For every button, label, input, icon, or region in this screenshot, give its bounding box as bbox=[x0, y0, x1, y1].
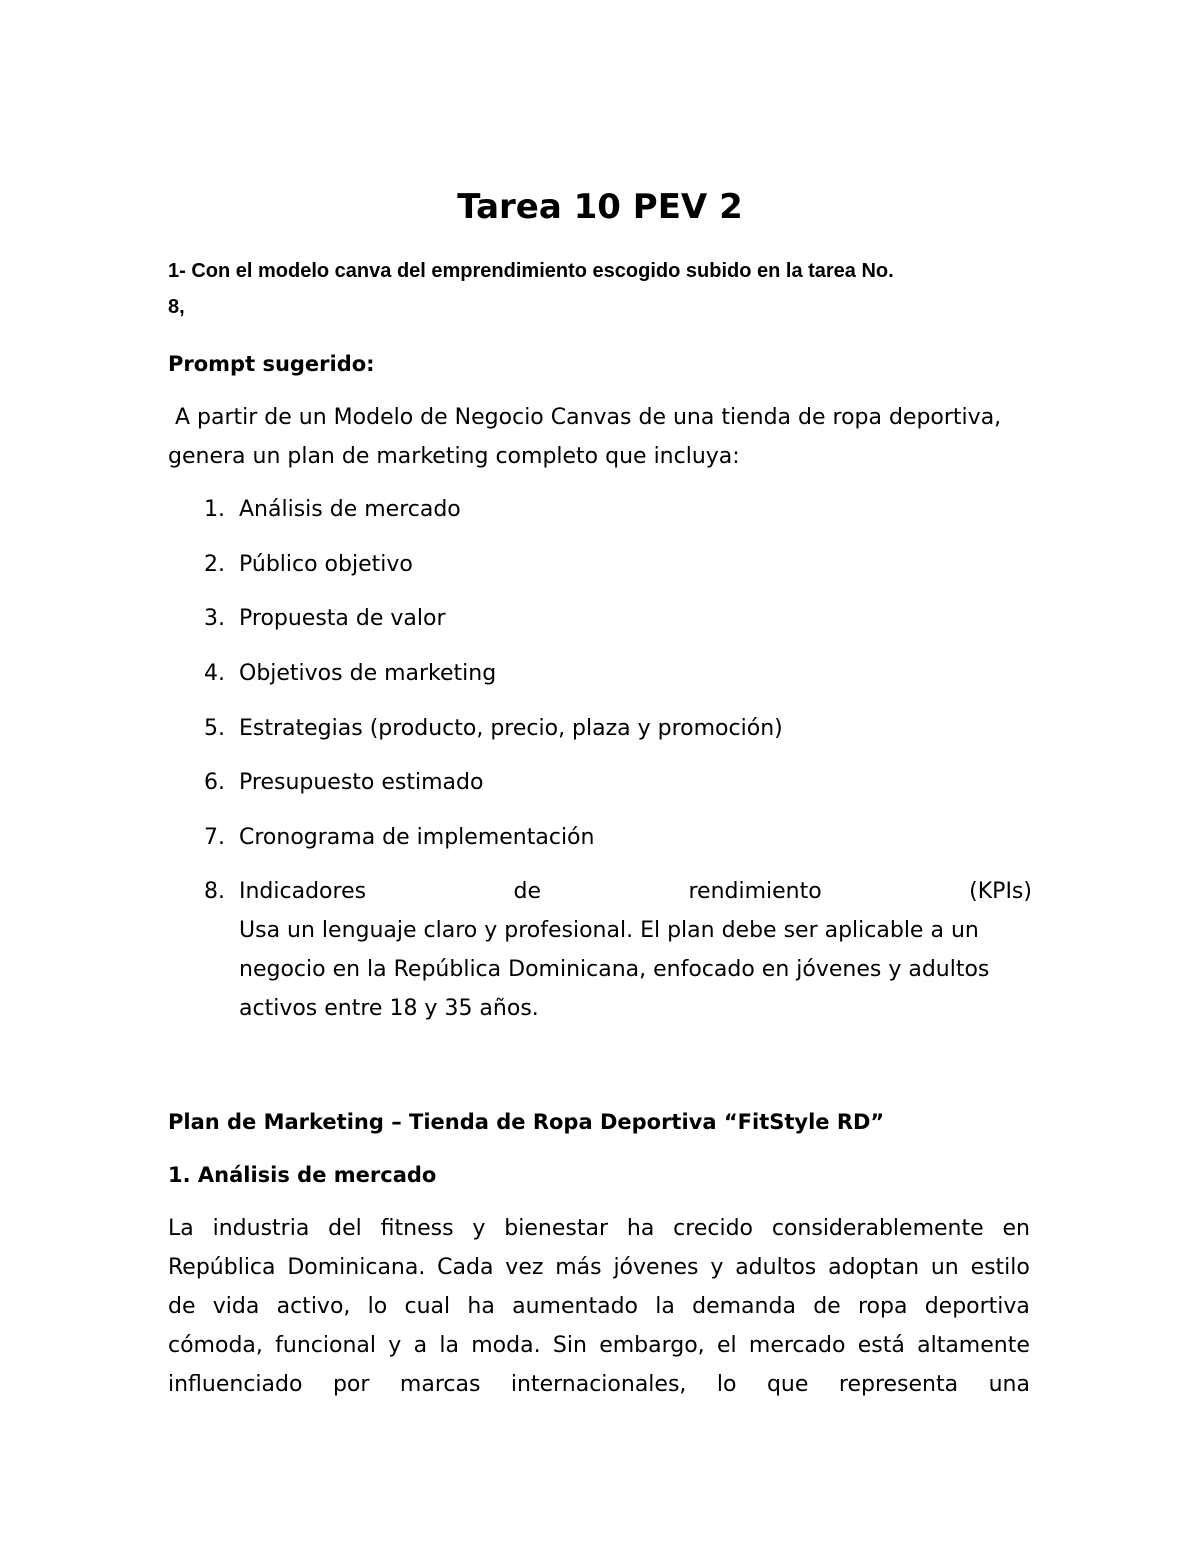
paragraph-word: demanda bbox=[692, 1294, 796, 1319]
paragraph-word: moda. bbox=[471, 1333, 541, 1358]
paragraph-word: embargo, bbox=[599, 1333, 705, 1358]
paragraph-word: por bbox=[332, 1372, 370, 1397]
list-item-number: 8. bbox=[204, 879, 225, 904]
paragraph-word: jóvenes bbox=[613, 1255, 699, 1280]
paragraph-word: considerablemente bbox=[771, 1216, 984, 1241]
list-item-text: Análisis de mercado bbox=[239, 497, 461, 522]
paragraph-word: del bbox=[328, 1216, 362, 1241]
paragraph-word: cual bbox=[404, 1294, 451, 1319]
paragraph-word: de bbox=[813, 1294, 841, 1319]
paragraph-line bbox=[168, 1253, 1030, 1283]
paragraph-word: adultos bbox=[735, 1255, 817, 1280]
paragraph-word: y bbox=[472, 1216, 486, 1241]
paragraph-word: que bbox=[766, 1372, 809, 1397]
paragraph-word: deportiva bbox=[924, 1294, 1030, 1319]
paragraph-word: influenciado bbox=[168, 1372, 303, 1397]
prompt-intro-line-1: A partir de un Modelo de Negocio Canvas de una tienda de ropa deportiva, bbox=[168, 405, 1002, 430]
paragraph-word: activo, bbox=[276, 1294, 351, 1319]
task-line-2: 8, bbox=[168, 296, 185, 318]
paragraph-word: adoptan bbox=[828, 1255, 920, 1280]
list-item-text: Estrategias (producto, precio, plaza y promoción) bbox=[239, 716, 783, 741]
paragraph-word: más bbox=[555, 1255, 602, 1280]
paragraph-word: Sin bbox=[552, 1333, 587, 1358]
list-item-text: Presupuesto estimado bbox=[239, 770, 484, 795]
list-item-number: 6. bbox=[204, 770, 225, 795]
list-item-text: Objetivos de marketing bbox=[239, 661, 497, 686]
list-item-word: rendimiento bbox=[688, 879, 822, 904]
paragraph-word: de bbox=[168, 1294, 196, 1319]
paragraph-word: ropa bbox=[857, 1294, 908, 1319]
list-item-word: de bbox=[513, 879, 542, 904]
paragraph-word: marcas bbox=[399, 1372, 481, 1397]
list-item-number: 4. bbox=[204, 661, 225, 686]
paragraph-word: y bbox=[388, 1333, 402, 1358]
paragraph-word: la bbox=[439, 1333, 459, 1358]
task-line-1: 1- Con el modelo canva del emprendimiento escogido subido en la tarea No. bbox=[168, 260, 894, 282]
paragraph-word: a bbox=[413, 1333, 428, 1358]
list-continuation-line: activos entre 18 y 35 años. bbox=[239, 996, 539, 1021]
prompt-heading: Prompt sugerido: bbox=[168, 352, 375, 376]
paragraph-word: un bbox=[930, 1255, 959, 1280]
prompt-intro-line-2: genera un plan de marketing completo que incluya: bbox=[168, 444, 740, 469]
paragraph-word: lo bbox=[367, 1294, 388, 1319]
list-item-text: Cronograma de implementación bbox=[239, 825, 595, 850]
list-continuation-line: negocio en la República Dominicana, enfocado en jóvenes y adultos bbox=[239, 957, 990, 982]
paragraph-word: fitness bbox=[380, 1216, 454, 1241]
paragraph-word: Dominicana. bbox=[287, 1255, 426, 1280]
paragraph-word: funcional bbox=[275, 1333, 377, 1358]
paragraph-line bbox=[168, 1331, 1030, 1361]
paragraph-word: La bbox=[168, 1216, 194, 1241]
list-continuation-line: Usa un lenguaje claro y profesional. El plan debe ser aplicable a un bbox=[239, 918, 979, 943]
list-item-number: 3. bbox=[204, 606, 225, 631]
list-item-number: 5. bbox=[204, 716, 225, 741]
paragraph-line bbox=[168, 1214, 1030, 1244]
list-item-text: Propuesta de valor bbox=[239, 606, 446, 631]
paragraph-word: el bbox=[716, 1333, 737, 1358]
paragraph-word: la bbox=[655, 1294, 675, 1319]
document-title: Tarea 10 PEV 2 bbox=[457, 187, 743, 227]
section-1-heading: 1. Análisis de mercado bbox=[168, 1163, 437, 1187]
paragraph-word: y bbox=[710, 1255, 724, 1280]
paragraph-line bbox=[168, 1370, 1030, 1400]
paragraph-word: estilo bbox=[970, 1255, 1030, 1280]
paragraph-word: crecido bbox=[673, 1216, 753, 1241]
paragraph-word: ha bbox=[626, 1216, 655, 1241]
list-item-text: Público objetivo bbox=[239, 552, 413, 577]
plan-heading: Plan de Marketing – Tienda de Ropa Deportiva “FitStyle RD” bbox=[168, 1110, 885, 1134]
paragraph-word: mercado bbox=[748, 1333, 846, 1358]
paragraph-word: vida bbox=[212, 1294, 260, 1319]
list-item-word: Indicadores bbox=[239, 879, 367, 904]
paragraph-word: vez bbox=[505, 1255, 544, 1280]
list-item-number: 1. bbox=[204, 497, 225, 522]
paragraph-word: representa bbox=[838, 1372, 959, 1397]
paragraph-word: está bbox=[857, 1333, 905, 1358]
list-item-number: 2. bbox=[204, 552, 225, 577]
list-item-text bbox=[239, 877, 1032, 907]
paragraph-word: una bbox=[988, 1372, 1030, 1397]
paragraph-word: cómoda, bbox=[168, 1333, 263, 1358]
paragraph-word: aumentado bbox=[512, 1294, 638, 1319]
paragraph-word: altamente bbox=[917, 1333, 1030, 1358]
paragraph-word: internacionales, bbox=[510, 1372, 687, 1397]
list-item-number: 7. bbox=[204, 825, 225, 850]
paragraph-word: República bbox=[168, 1255, 276, 1280]
paragraph-word: ha bbox=[467, 1294, 495, 1319]
list-item-word: (KPIs) bbox=[969, 879, 1032, 904]
paragraph-word: industria bbox=[212, 1216, 310, 1241]
paragraph-word: Cada bbox=[437, 1255, 494, 1280]
paragraph-line bbox=[168, 1292, 1030, 1322]
paragraph-word: en bbox=[1002, 1216, 1030, 1241]
paragraph-word: bienestar bbox=[504, 1216, 609, 1241]
paragraph-word: lo bbox=[716, 1372, 737, 1397]
